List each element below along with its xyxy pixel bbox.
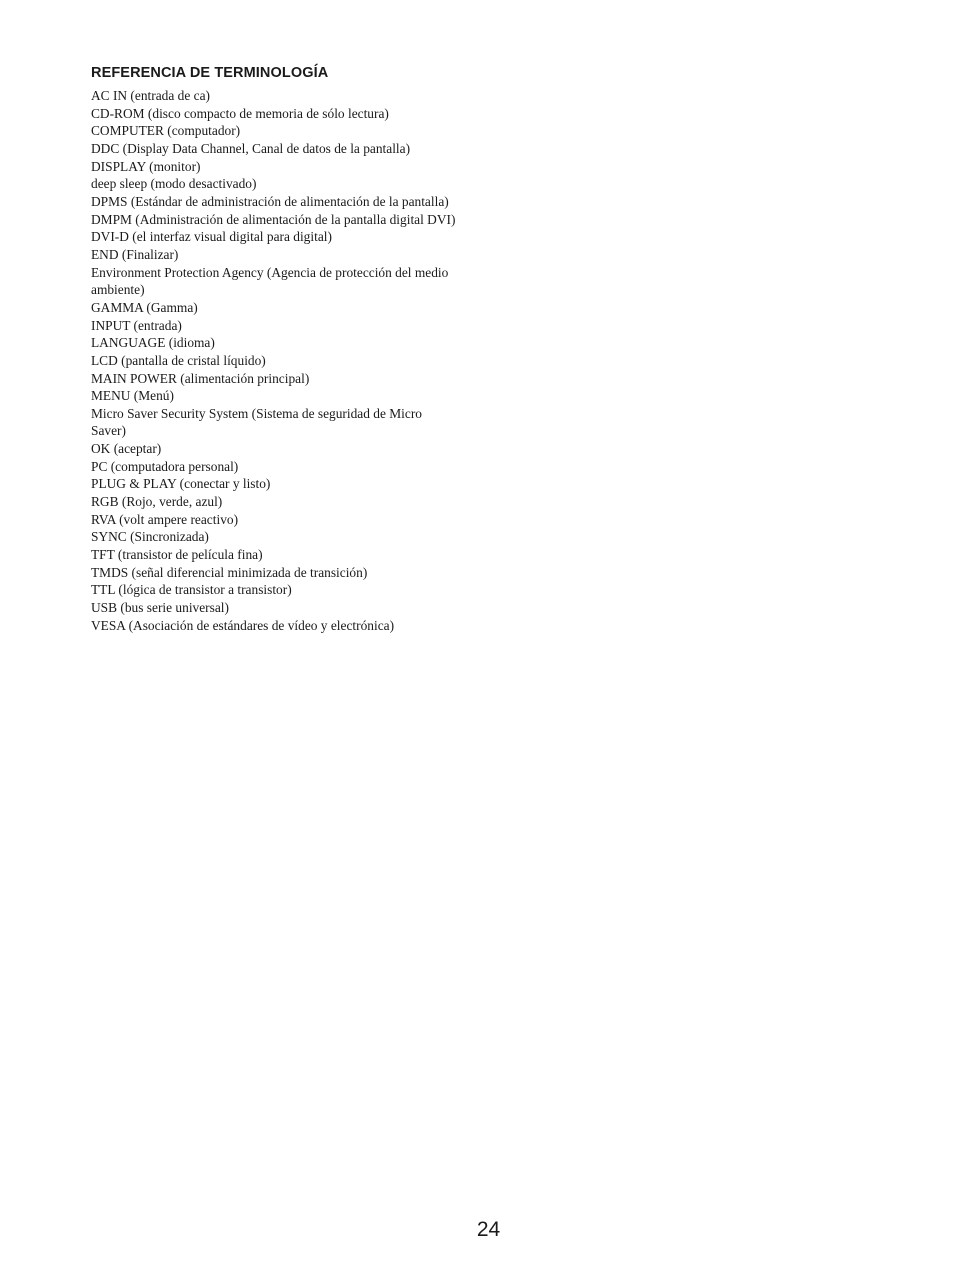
term-item: DPMS (Estándar de administración de alimentación de la pantalla) <box>91 193 449 209</box>
term-item: DISPLAY (monitor) <box>91 158 201 174</box>
section-title: REFERENCIA DE TERMINOLOGÍA <box>91 65 329 81</box>
page-number: 24 <box>476 1218 501 1241</box>
term-item: LANGUAGE (idioma) <box>91 335 215 351</box>
term-item: SYNC (Sincronizada) <box>91 529 209 545</box>
term-item: LCD (pantalla de cristal líquido) <box>91 352 266 368</box>
term-item: PLUG & PLAY (conectar y listo) <box>91 476 271 492</box>
term-item: CD-ROM (disco compacto de memoria de sólo lectura) <box>91 105 389 121</box>
term-item: GAMMA (Gamma) <box>91 299 198 315</box>
term-item: END (Finalizar) <box>91 246 179 262</box>
term-item: TTL (lógica de transistor a transistor) <box>91 582 292 598</box>
term-item: TFT (transistor de película fina) <box>91 547 263 563</box>
term-item: DDC (Display Data Channel, Canal de datos de la pantalla) <box>91 140 411 156</box>
term-item: COMPUTER (computador) <box>91 123 241 139</box>
term-item: USB (bus serie universal) <box>91 600 229 616</box>
term-list <box>91 87 457 634</box>
terminology-section <box>91 64 457 634</box>
term-item: DMPM (Administración de alimentación de la pantalla digital DVI) <box>91 211 456 227</box>
term-item: Environment Protection Agency (Agencia de protección del medio ambiente) <box>91 264 449 298</box>
term-item: MAIN POWER (alimentación principal) <box>91 370 310 386</box>
term-item: RGB (Rojo, verde, azul) <box>91 494 223 510</box>
term-item: TMDS (señal diferencial minimizada de transición) <box>91 564 368 580</box>
term-item: INPUT (entrada) <box>91 317 182 333</box>
term-item: RVA (volt ampere reactivo) <box>91 511 239 527</box>
term-item: OK (aceptar) <box>91 441 162 457</box>
term-item: MENU (Menú) <box>91 388 174 404</box>
term-item: AC IN (entrada de ca) <box>91 88 210 103</box>
term-item: Micro Saver Security System (Sistema de seguridad de Micro Saver) <box>91 405 422 439</box>
term-item: DVI-D (el interfaz visual digital para digital) <box>91 229 332 245</box>
term-item: PC (computadora personal) <box>91 458 239 474</box>
term-item: VESA (Asociación de estándares de vídeo y electrónica) <box>91 617 395 633</box>
term-item: deep sleep (modo desactivado) <box>91 176 257 192</box>
